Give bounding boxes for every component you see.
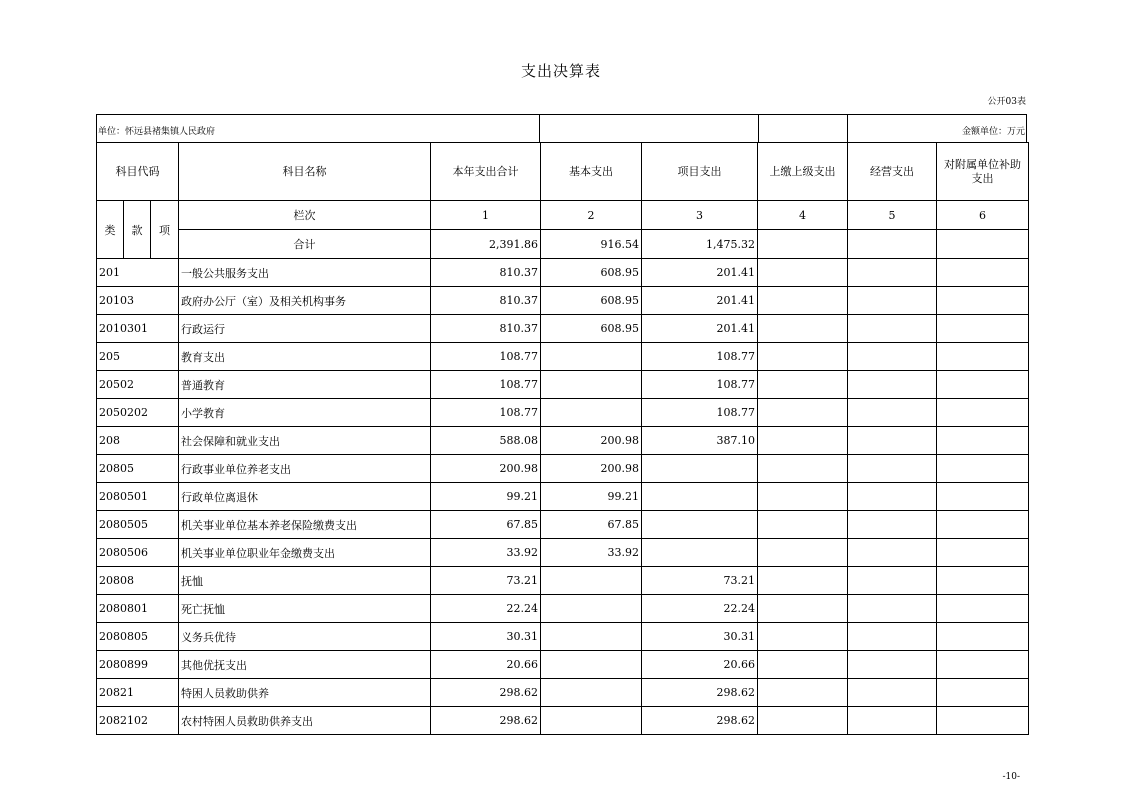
basic-cell xyxy=(541,567,642,595)
business-cell xyxy=(848,315,937,343)
business-cell xyxy=(848,343,937,371)
name-cell: 机关事业单位基本养老保险缴费支出 xyxy=(179,511,431,539)
table-row xyxy=(97,595,1029,623)
business-cell xyxy=(848,230,937,259)
table-row xyxy=(97,343,1029,371)
name-cell: 农村特困人员救助供养支出 xyxy=(179,707,431,735)
subsidy-cell xyxy=(937,343,1029,371)
upper-cell xyxy=(758,679,848,707)
basic-cell: 33.92 xyxy=(541,539,642,567)
project-cell: 201.41 xyxy=(642,259,758,287)
code-cell: 20808 xyxy=(97,567,179,595)
basic-cell xyxy=(541,679,642,707)
column-number: 5 xyxy=(848,201,937,230)
code-cell: 20805 xyxy=(97,455,179,483)
basic-cell xyxy=(541,399,642,427)
total-cell: 20.66 xyxy=(431,651,541,679)
subsidy-cell xyxy=(937,259,1029,287)
project-cell: 201.41 xyxy=(642,315,758,343)
business-cell xyxy=(848,623,937,651)
name-cell: 小学教育 xyxy=(179,399,431,427)
name-cell: 行政事业单位养老支出 xyxy=(179,455,431,483)
basic-cell: 916.54 xyxy=(541,230,642,259)
basic-cell: 200.98 xyxy=(541,455,642,483)
table-row xyxy=(97,371,1029,399)
subsidy-cell xyxy=(937,287,1029,315)
total-cell: 99.21 xyxy=(431,483,541,511)
total-cell: 67.85 xyxy=(431,511,541,539)
table-row xyxy=(97,455,1029,483)
column-number: 1 xyxy=(431,201,541,230)
name-cell: 义务兵优待 xyxy=(179,623,431,651)
basic-cell: 608.95 xyxy=(541,287,642,315)
total-cell: 108.77 xyxy=(431,343,541,371)
business-cell xyxy=(848,371,937,399)
upper-cell xyxy=(758,287,848,315)
basic-cell: 608.95 xyxy=(541,259,642,287)
subsidy-cell xyxy=(937,679,1029,707)
name-cell: 社会保障和就业支出 xyxy=(179,427,431,455)
sub-header-xiang: 项 xyxy=(151,201,179,259)
code-cell: 2082102 xyxy=(97,707,179,735)
upper-cell xyxy=(758,315,848,343)
subsidy-cell xyxy=(937,230,1029,259)
basic-cell xyxy=(541,651,642,679)
upper-cell xyxy=(758,595,848,623)
upper-cell xyxy=(758,483,848,511)
project-cell: 20.66 xyxy=(642,651,758,679)
total-cell: 810.37 xyxy=(431,315,541,343)
header-business: 经营支出 xyxy=(848,143,937,201)
code-cell: 2080505 xyxy=(97,511,179,539)
code-cell: 208 xyxy=(97,427,179,455)
project-cell xyxy=(642,511,758,539)
column-number: 3 xyxy=(642,201,758,230)
total-cell: 108.77 xyxy=(431,399,541,427)
project-cell: 298.62 xyxy=(642,679,758,707)
total-cell: 298.62 xyxy=(431,707,541,735)
total-cell: 2,391.86 xyxy=(431,230,541,259)
name-cell: 一般公共服务支出 xyxy=(179,259,431,287)
sub-header-lei: 类 xyxy=(97,201,124,259)
business-cell xyxy=(848,455,937,483)
header-subsidy: 对附属单位补助支出 xyxy=(937,143,1029,201)
total-cell: 33.92 xyxy=(431,539,541,567)
expenditure-table xyxy=(96,142,1029,735)
total-row xyxy=(97,230,1029,259)
subsidy-cell xyxy=(937,427,1029,455)
code-cell: 2050202 xyxy=(97,399,179,427)
table-row xyxy=(97,511,1029,539)
column-number: 2 xyxy=(541,201,642,230)
project-cell xyxy=(642,455,758,483)
subsidy-cell xyxy=(937,371,1029,399)
subsidy-cell xyxy=(937,595,1029,623)
project-cell: 387.10 xyxy=(642,427,758,455)
table-row xyxy=(97,679,1029,707)
project-cell xyxy=(642,539,758,567)
header-code: 科目代码 xyxy=(97,143,179,201)
name-cell: 行政运行 xyxy=(179,315,431,343)
table-row xyxy=(97,427,1029,455)
header-upper: 上缴上级支出 xyxy=(758,143,848,201)
table-row xyxy=(97,315,1029,343)
upper-cell xyxy=(758,399,848,427)
upper-cell xyxy=(758,651,848,679)
basic-cell: 200.98 xyxy=(541,427,642,455)
total-cell: 73.21 xyxy=(431,567,541,595)
table-row xyxy=(97,623,1029,651)
subsidy-cell xyxy=(937,567,1029,595)
business-cell xyxy=(848,287,937,315)
header-basic: 基本支出 xyxy=(541,143,642,201)
code-cell: 205 xyxy=(97,343,179,371)
code-cell: 2080506 xyxy=(97,539,179,567)
table-row xyxy=(97,567,1029,595)
total-cell: 30.31 xyxy=(431,623,541,651)
upper-cell xyxy=(758,539,848,567)
sub-header-kuan: 款 xyxy=(124,201,151,259)
subsidy-cell xyxy=(937,623,1029,651)
table-row xyxy=(97,651,1029,679)
code-cell: 20502 xyxy=(97,371,179,399)
unit-label: 单位：怀远县褚集镇人民政府 xyxy=(98,127,216,137)
unit-row xyxy=(96,114,1027,143)
project-cell: 1,475.32 xyxy=(642,230,758,259)
business-cell xyxy=(848,427,937,455)
basic-cell xyxy=(541,371,642,399)
code-cell: 201 xyxy=(97,259,179,287)
subsidy-cell xyxy=(937,539,1029,567)
code-cell: 2080899 xyxy=(97,651,179,679)
business-cell xyxy=(848,707,937,735)
header-row xyxy=(97,143,1029,201)
subsidy-cell xyxy=(937,455,1029,483)
page-number: -10- xyxy=(1002,772,1020,782)
project-cell: 73.21 xyxy=(642,567,758,595)
business-cell xyxy=(848,483,937,511)
total-label: 合计 xyxy=(179,230,431,259)
name-cell: 死亡抚恤 xyxy=(179,595,431,623)
column-number: 6 xyxy=(937,201,1029,230)
project-cell: 108.77 xyxy=(642,343,758,371)
name-cell: 教育支出 xyxy=(179,343,431,371)
name-cell: 抚恤 xyxy=(179,567,431,595)
table-row xyxy=(97,287,1029,315)
name-cell: 特困人员救助供养 xyxy=(179,679,431,707)
total-cell: 810.37 xyxy=(431,259,541,287)
subsidy-cell xyxy=(937,707,1029,735)
upper-cell xyxy=(758,455,848,483)
header-total: 本年支出合计 xyxy=(431,143,541,201)
code-cell: 2080805 xyxy=(97,623,179,651)
project-cell: 201.41 xyxy=(642,287,758,315)
business-cell xyxy=(848,595,937,623)
project-cell xyxy=(642,483,758,511)
subsidy-cell xyxy=(937,315,1029,343)
upper-cell xyxy=(758,567,848,595)
header-project: 项目支出 xyxy=(642,143,758,201)
table-row xyxy=(97,707,1029,735)
business-cell xyxy=(848,259,937,287)
total-cell: 588.08 xyxy=(431,427,541,455)
upper-cell xyxy=(758,707,848,735)
column-number-label: 栏次 xyxy=(179,201,431,230)
business-cell xyxy=(848,567,937,595)
upper-cell xyxy=(758,343,848,371)
amount-unit-label: 金额单位：万元 xyxy=(961,127,1025,137)
project-cell: 30.31 xyxy=(642,623,758,651)
code-cell: 2080801 xyxy=(97,595,179,623)
subsidy-cell xyxy=(937,399,1029,427)
name-cell: 政府办公厅（室）及相关机构事务 xyxy=(179,287,431,315)
total-cell: 22.24 xyxy=(431,595,541,623)
basic-cell: 99.21 xyxy=(541,483,642,511)
business-cell xyxy=(848,539,937,567)
table-row xyxy=(97,259,1029,287)
name-cell: 机关事业单位职业年金缴费支出 xyxy=(179,539,431,567)
basic-cell xyxy=(541,343,642,371)
project-cell: 108.77 xyxy=(642,371,758,399)
business-cell xyxy=(848,651,937,679)
upper-cell xyxy=(758,623,848,651)
business-cell xyxy=(848,511,937,539)
upper-cell xyxy=(758,230,848,259)
code-cell: 2080501 xyxy=(97,483,179,511)
basic-cell xyxy=(541,595,642,623)
basic-cell: 608.95 xyxy=(541,315,642,343)
project-cell: 22.24 xyxy=(642,595,758,623)
code-cell: 20821 xyxy=(97,679,179,707)
column-number-row xyxy=(97,201,1029,230)
code-cell: 20103 xyxy=(97,287,179,315)
basic-cell: 67.85 xyxy=(541,511,642,539)
subsidy-cell xyxy=(937,511,1029,539)
table-row xyxy=(97,399,1029,427)
header-name: 科目名称 xyxy=(179,143,431,201)
business-cell xyxy=(848,679,937,707)
total-cell: 200.98 xyxy=(431,455,541,483)
total-cell: 298.62 xyxy=(431,679,541,707)
upper-cell xyxy=(758,371,848,399)
name-cell: 行政单位离退休 xyxy=(179,483,431,511)
total-cell: 108.77 xyxy=(431,371,541,399)
column-number: 4 xyxy=(758,201,848,230)
name-cell: 普通教育 xyxy=(179,371,431,399)
subsidy-cell xyxy=(937,483,1029,511)
upper-cell xyxy=(758,427,848,455)
upper-cell xyxy=(758,511,848,539)
table-row xyxy=(97,539,1029,567)
page-title: 支出决算表 xyxy=(520,62,601,80)
upper-cell xyxy=(758,259,848,287)
project-cell: 108.77 xyxy=(642,399,758,427)
basic-cell xyxy=(541,707,642,735)
project-cell: 298.62 xyxy=(642,707,758,735)
basic-cell xyxy=(541,623,642,651)
table-row xyxy=(97,483,1029,511)
name-cell: 其他优抚支出 xyxy=(179,651,431,679)
form-code: 公开03表 xyxy=(987,97,1026,107)
total-cell: 810.37 xyxy=(431,287,541,315)
business-cell xyxy=(848,399,937,427)
subsidy-cell xyxy=(937,651,1029,679)
code-cell: 2010301 xyxy=(97,315,179,343)
